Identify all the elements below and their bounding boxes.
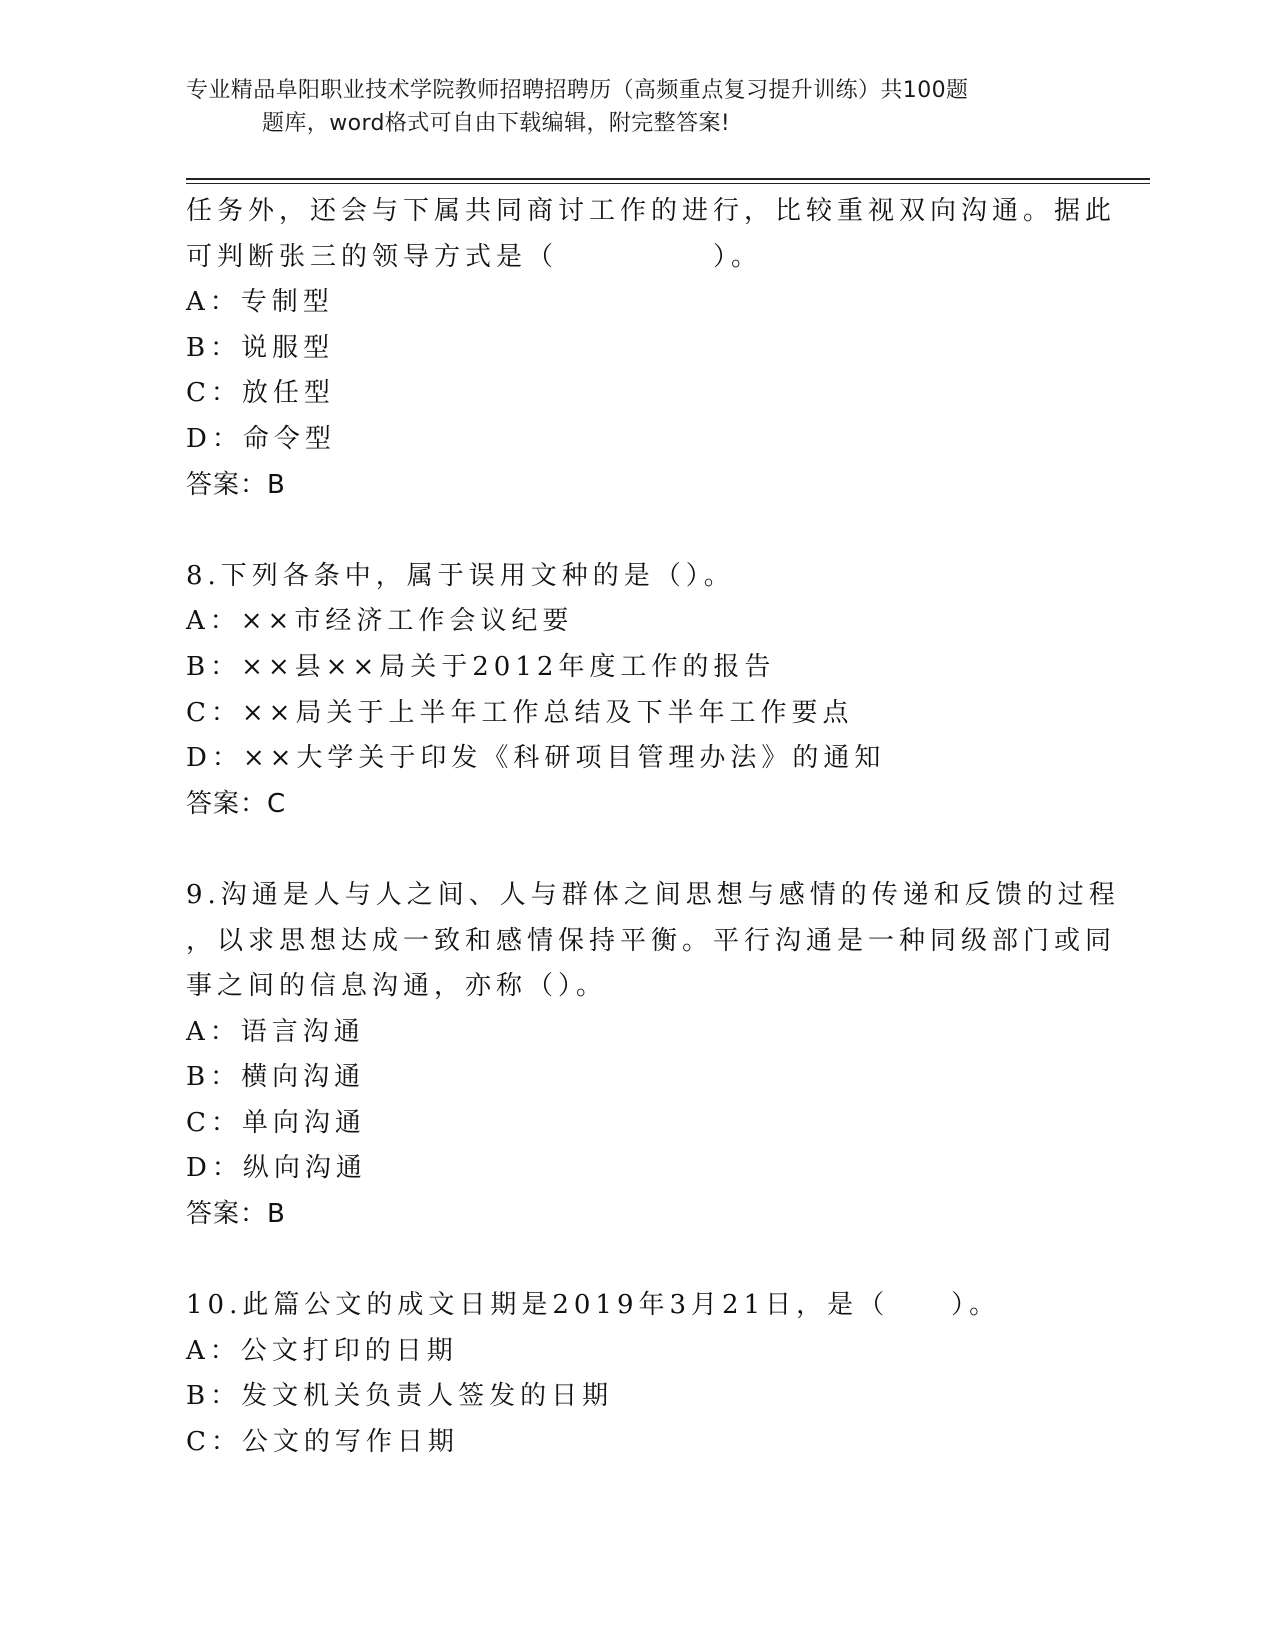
question-stem-line: 10.此篇公文的成文日期是2019年3月21日，是（ ）。 xyxy=(186,1290,1001,1321)
question-stem-line: 8.下列各条中，属于误用文种的是（）。 xyxy=(186,560,735,591)
answer-line: 答案：B xyxy=(186,469,286,500)
option-a: A：公文打印的日期 xyxy=(186,1335,458,1366)
question-10 xyxy=(186,1283,1066,1465)
option-c: C：××局关于上半年工作总结及下半年工作要点 xyxy=(186,697,854,728)
header-title-line-1: 专业精品阜阳职业技术学院教师招聘招聘历（高频重点复习提升训练）共100题 xyxy=(186,78,969,103)
question-9 xyxy=(186,873,1120,1238)
option-d: D：命令型 xyxy=(186,423,336,454)
option-c: C：公文的写作日期 xyxy=(186,1427,459,1458)
header-rule-thin xyxy=(186,183,1150,184)
option-a: A：××市经济工作会议纪要 xyxy=(186,606,574,637)
option-b: B：说服型 xyxy=(186,332,335,363)
spacer xyxy=(186,508,1066,554)
option-b: B：横向沟通 xyxy=(186,1062,366,1093)
option-c: C：放任型 xyxy=(186,378,335,409)
header-title-line-2: 题库，word格式可自由下载编辑，附完整答案! xyxy=(262,111,731,136)
option-a: A：专制型 xyxy=(186,287,334,318)
question-7 xyxy=(186,189,1117,508)
answer-line: 答案：C xyxy=(186,788,287,819)
option-b: B：××县××局关于2012年度工作的报告 xyxy=(186,651,776,682)
question-stem-line: 可判断张三的领导方式是（ ）。 xyxy=(186,241,763,272)
option-d: D：××大学关于印发《科研项目管理办法》的通知 xyxy=(186,743,886,774)
option-c: C：单向沟通 xyxy=(186,1107,366,1138)
option-d: D：纵向沟通 xyxy=(186,1153,367,1184)
question-stem-line: ，以求思想达成一致和感情保持平衡。平行沟通是一种同级部门或同 xyxy=(186,925,1117,956)
question-8 xyxy=(186,554,1066,828)
spacer xyxy=(186,827,1066,873)
option-a: A：语言沟通 xyxy=(186,1016,365,1047)
question-stem-line: 9.沟通是人与人之间、人与群体之间思想与感情的传递和反馈的过程 xyxy=(186,879,1120,910)
spacer xyxy=(186,1238,1066,1284)
question-list xyxy=(186,189,1120,1466)
question-stem-line: 任务外，还会与下属共同商讨工作的进行，比较重视双向沟通。据此 xyxy=(186,196,1117,226)
question-stem-line: 事之间的信息沟通，亦称（）。 xyxy=(186,971,608,1002)
document-header xyxy=(186,74,1056,140)
option-b: B：发文机关负责人签发的日期 xyxy=(186,1381,614,1412)
answer-line: 答案：B xyxy=(186,1199,286,1230)
header-rule-thick xyxy=(186,178,1150,180)
